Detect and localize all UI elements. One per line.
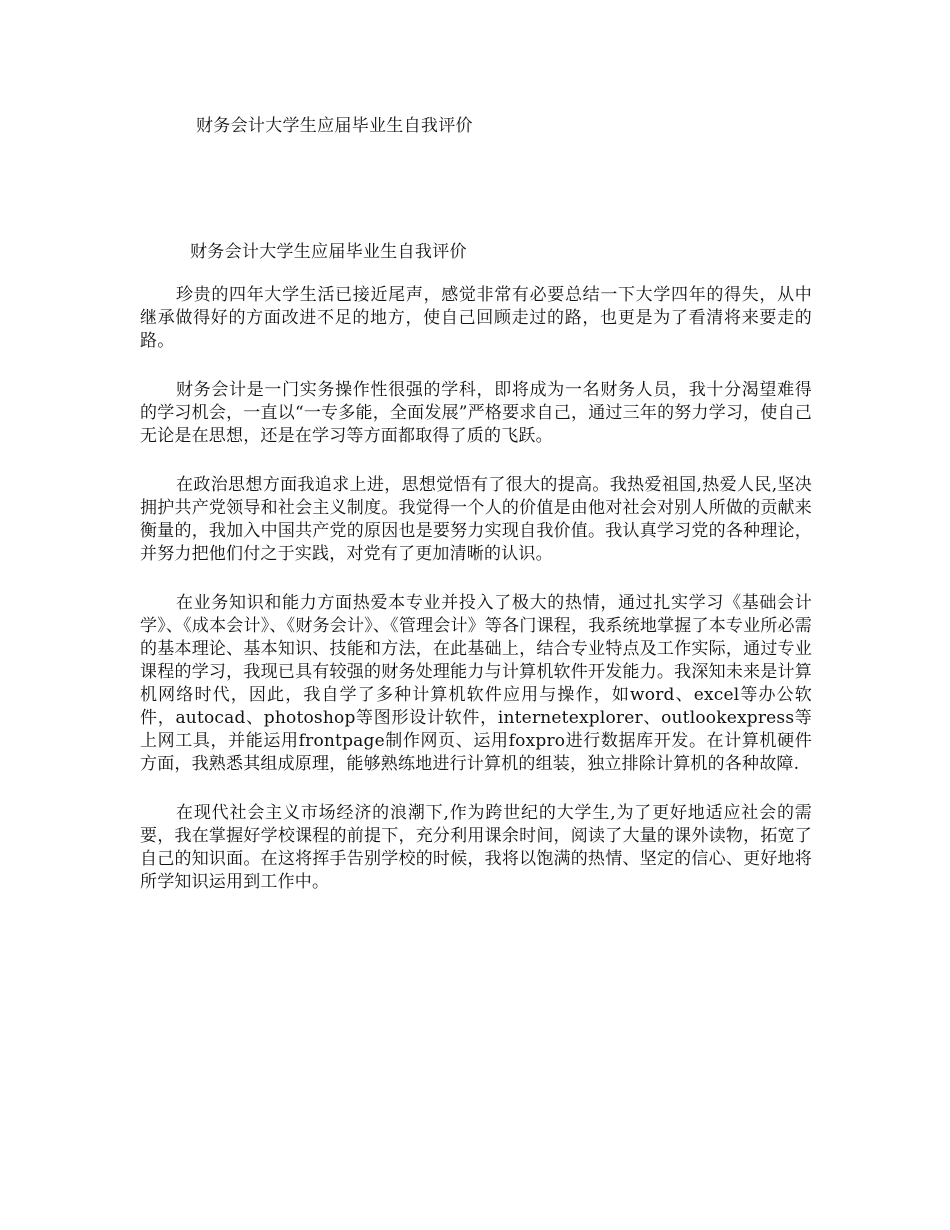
paragraph-major-overview: 财务会计是一门实务操作性很强的学科，即将成为一名财务人员，我十分渴望难得的学习机会，一直以“一专多能，全面发展”严格要求自己，通过三年的努力学习，使自己无论是在思想，还是在学习等方面都取得了质的飞跃。 — [140, 380, 812, 446]
header-title: 财务会计大学生应届毕业生自我评价 — [196, 116, 473, 136]
paragraph-professional-skills: 在业务知识和能力方面热爱本专业并投入了极大的热情，通过扎实学习《基础会计学》、《成本会计》、《财务会计》、《管理会计》等各门课程，我系统地掌握了本专业所必需的基本理论、基本知识、技能和方法，在此基础上，结合专业特点及工作实际，通过专业课程的学习，我现已具有较强的财务处理能力与计算机软件开发能力。我深知未来是计算机网络时代，因此，我自学了多种计算机软件应用与操作，如word、excel等办公软件，autocad、photoshop等图形设计软件，internetexplorer、outlookexpress等上网工具，并能运用frontpage制作网页、运用foxpro进行数据库开发。在计算机硬件方面，我熟悉其组成原理，能够熟练地进行计算机的组装，独立排除计算机的各种故障. — [140, 593, 812, 774]
document-body — [140, 284, 812, 894]
paragraph-intro: 珍贵的四年大学生活已接近尾声，感觉非常有必要总结一下大学四年的得失，从中继承做得好的方面改进不足的地方，使自己回顾走过的路，也更是为了看清将来要走的路。 — [140, 285, 812, 351]
paragraph-conclusion: 在现代社会主义市场经济的浪潮下,作为跨世纪的大学生,为了更好地适应社会的需要，我在掌握好学校课程的前提下，充分利用课余时间，阅读了大量的课外读物，拓宽了自己的知识面。在这将挥手告别学校的时候，我将以饱满的热情、坚定的信心、更好地将所学知识运用到工作中。 — [140, 803, 812, 892]
paragraph-political-thought: 在政治思想方面我追求上进，思想觉悟有了很大的提高。我热爱祖国,热爱人民,坚决拥护共产党领导和社会主义制度。我觉得一个人的价值是由他对社会对别人所做的贡献来衡量的，我加入中国共产党的原因也是要努力实现自我价值。我认真学习党的各种理论，并努力把他们付之于实践，对党有了更加清晰的认识。 — [140, 475, 812, 564]
page-title: 财务会计大学生应届毕业生自我评价 — [190, 242, 467, 262]
